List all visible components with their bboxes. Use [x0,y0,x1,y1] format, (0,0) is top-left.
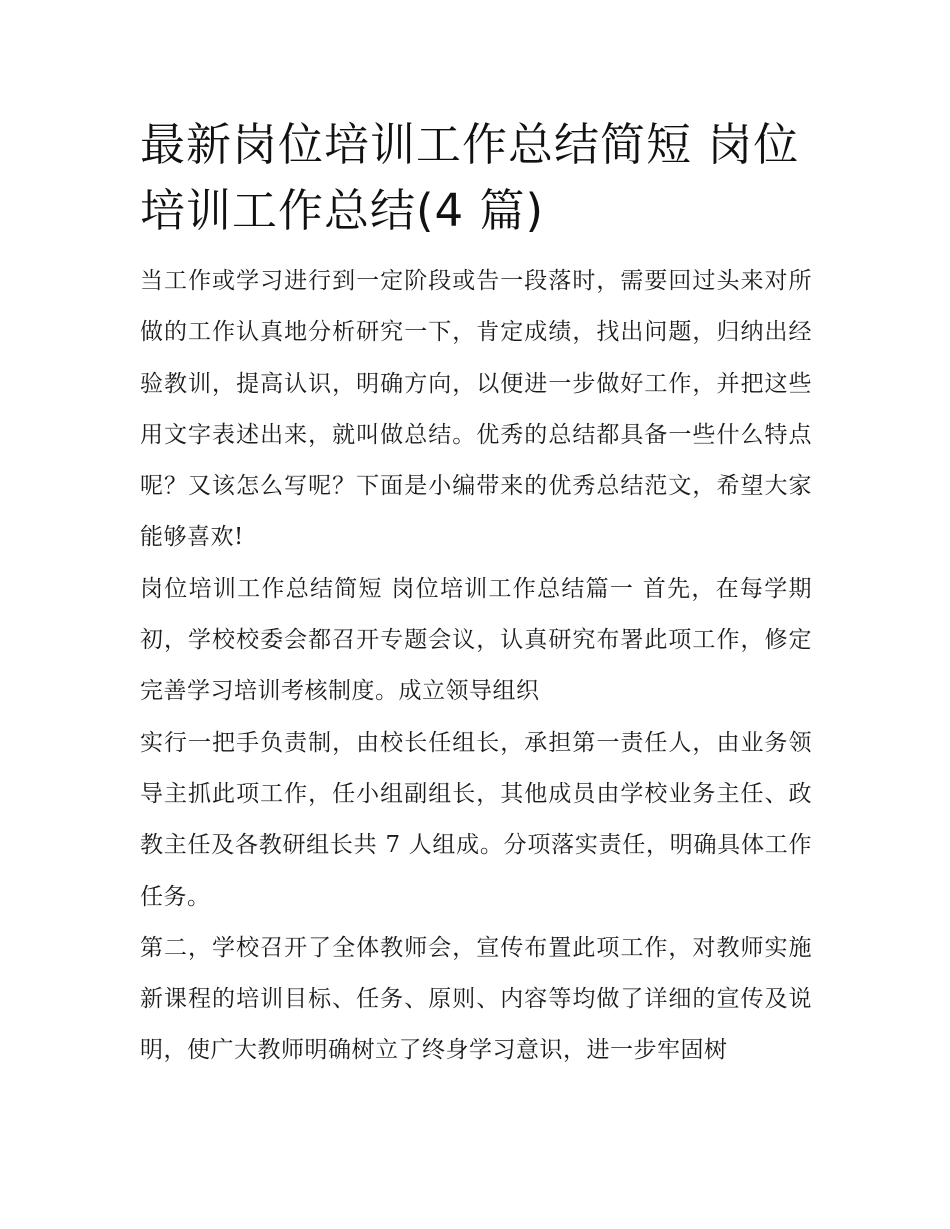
paragraph-article-one: 岗位培训工作总结简短 岗位培训工作总结篇一 首先，在每学期初，学校校委会都召开专题会议，认真研究布署此项工作，修定完善学习培训考核制度。成立领导组织 [140,575,812,705]
document-title: 最新岗位培训工作总结简短 岗位培训工作总结(4 篇) [140,118,800,237]
paragraph-responsibility: 实行一把手负责制，由校长任组长，承担第一责任人，由业务领导主抓此项工作，任小组副组长，其他成员由学校业务主任、政教主任及各教研组长共 7 人组成。分项落实责任，明确具体工作任务。 [140,729,812,910]
document-body [140,112,812,1077]
paragraph-intro: 当工作或学习进行到一定阶段或告一段落时，需要回过头来对所做的工作认真地分析研究一下，肯定成绩，找出问题，归纳出经验教训，提高认识，明确方向，以便进一步做好工作，并把这些用文字表述出来，就叫做总结。优秀的总结都具备一些什么特点呢？又该怎么写呢？下面是小编带来的优秀总结范文，希望大家能够喜欢! [140,268,812,551]
paragraph-second: 第二，学校召开了全体教师会，宣传布置此项工作，对教师实施新课程的培训目标、任务、原则、内容等均做了详细的宣传及说明，使广大教师明确树立了终身学习意识，进一步牢固树 [140,934,812,1064]
